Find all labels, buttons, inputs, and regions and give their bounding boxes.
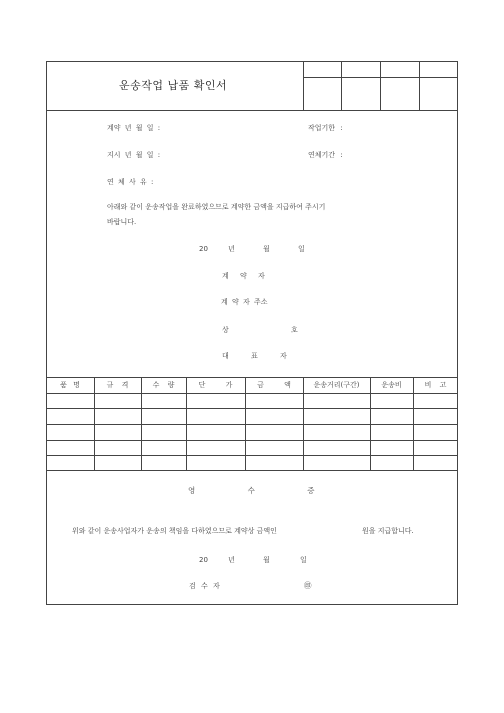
table-header-transport-distance: 운송거리(구간)	[313, 381, 360, 389]
contract-date-label: 계약 년 월 일 :	[107, 124, 161, 132]
receipt-date-month-unit: 월	[263, 556, 270, 564]
table-row-divider	[46, 440, 458, 441]
receipt-text-prefix: 위와 같이 운송사업자가 운송의 책임을 다하였으므로 계약상 금액인	[72, 527, 277, 535]
contractor-label: 계 약 자	[222, 272, 265, 280]
document-title: 운송작업 납품 확인서	[119, 79, 228, 92]
table-header-quantity: 수 량	[152, 381, 175, 389]
table-header-transport-fee: 운송비	[381, 381, 402, 389]
request-text-line-1: 아래와 같이 운송작업을 완료하였으므로 계약한 금액을 지급하여 주시기	[107, 203, 326, 211]
approval-box-col-2	[341, 61, 342, 110]
date-day-unit: 일	[298, 245, 305, 253]
receipt-title: 영 수 증	[188, 486, 315, 495]
delay-reason-label: 연 체 사 유 :	[107, 178, 154, 186]
table-header-remarks: 비 고	[424, 381, 447, 389]
representative-label: 대 표 자	[222, 352, 287, 360]
date-month-unit: 월	[263, 245, 270, 253]
table-bottom-border	[46, 470, 458, 471]
inspector-label: 검 수 자	[189, 582, 220, 590]
receipt-date-year-unit: 년	[228, 556, 235, 564]
approval-box-col-4	[419, 61, 420, 110]
table-header-amount: 금 액	[257, 381, 291, 389]
table-header-spec: 규 격	[106, 381, 129, 389]
date-year: 20	[199, 245, 208, 253]
receipt-text-suffix: 원을 지급합니다.	[362, 527, 414, 535]
table-row-divider	[46, 408, 458, 409]
approval-box-left-border	[303, 61, 304, 110]
work-period-label: 작업기한 :	[308, 124, 343, 132]
delay-period-label: 연체기간 :	[308, 151, 343, 159]
trade-name-label: 상 호	[222, 326, 298, 334]
receipt-date-year: 20	[199, 556, 208, 564]
table-header-divider	[46, 393, 458, 394]
table-header-unit-price: 단 가	[198, 381, 233, 389]
table-row-divider	[46, 424, 458, 425]
request-text-line-2: 바랍니다.	[107, 218, 137, 226]
title-row-divider	[46, 110, 458, 111]
contractor-address-label: 계 약 자 주소	[221, 298, 268, 306]
date-year-unit: 년	[228, 245, 235, 253]
receipt-date-day-unit: 일	[300, 556, 307, 564]
order-date-label: 지시 년 월 일 :	[107, 151, 161, 159]
approval-box-col-3	[380, 61, 381, 110]
table-header-item-name: 품 명	[60, 381, 80, 389]
table-row-divider	[46, 455, 458, 456]
seal-mark: ㊞	[304, 581, 312, 590]
